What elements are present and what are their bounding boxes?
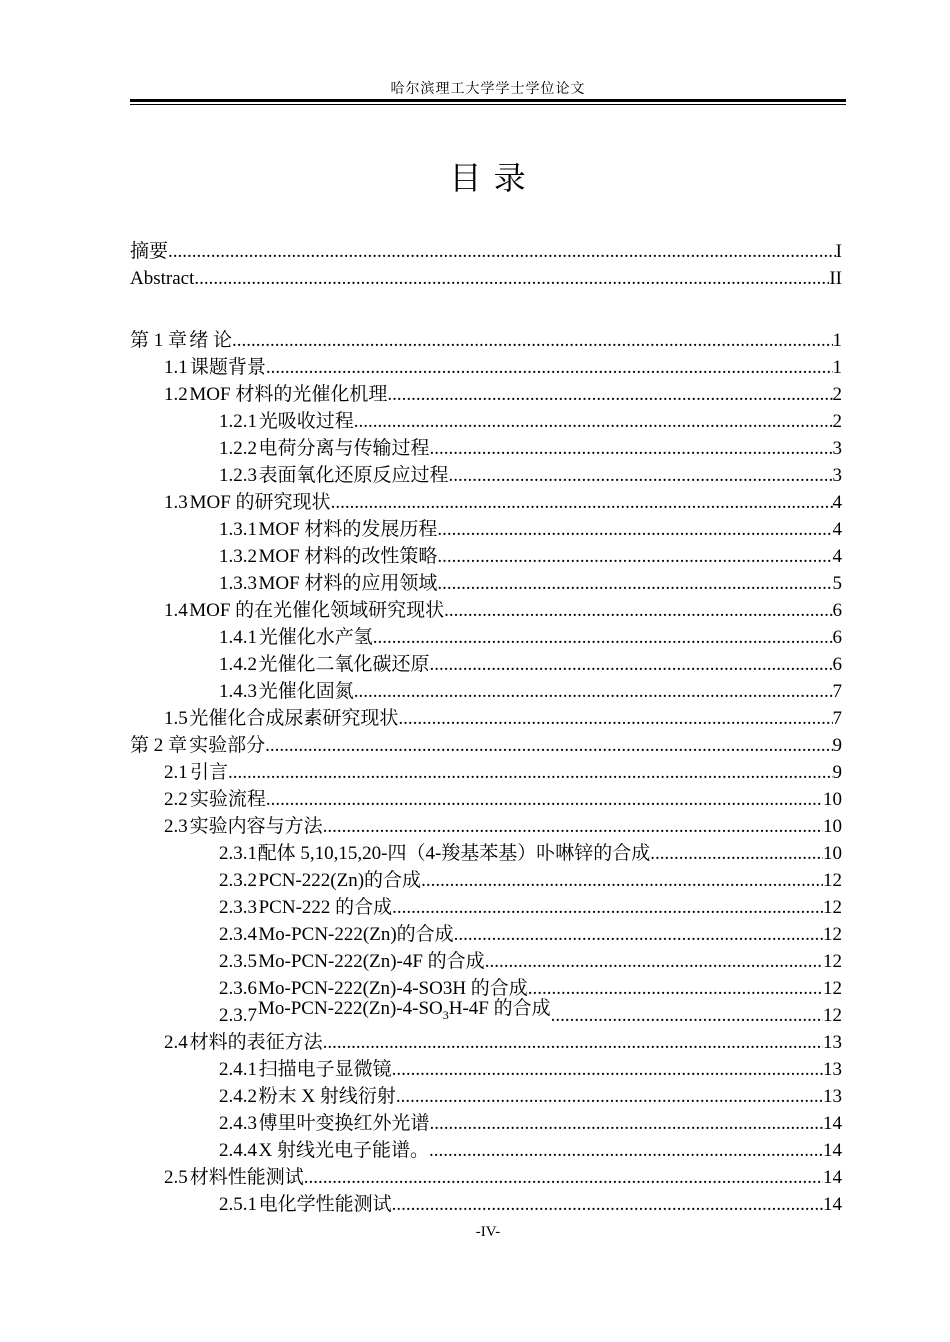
toc-leader-dots [437,543,832,570]
toc-entry-label: MOF 的在光催化领域研究现状 [189,600,445,621]
toc-entry-number: 1.4.3 [219,681,257,702]
toc-entry-number: 2.3.6 [219,978,257,999]
toc-entry-page: 10 [823,789,842,810]
toc-entry-label: 摘要 [130,241,169,262]
toc-entry-1-1[interactable] [130,354,842,381]
toc-entry-1-4-3[interactable] [130,678,842,705]
toc-leader-dots [266,786,823,813]
toc-entry-page: 3 [832,465,842,486]
toc-entry-label: 扫描电子显微镜 [258,1059,392,1080]
toc-leader-dots [168,238,836,265]
toc-entry-number: 2.4.1 [219,1059,257,1080]
toc-entry-label: 光催化二氧化碳还原 [258,654,430,675]
toc-entry-2-4-1[interactable] [130,1056,842,1083]
toc-entry-number: 2.5 [164,1167,188,1188]
toc-entry-1-4-2[interactable] [130,651,842,678]
toc-entry-number: 1.2.3 [219,465,257,486]
header-rule-thick [130,99,846,102]
toc-entry-1-3-2[interactable] [130,543,842,570]
toc-entry-label: 傅里叶变换红外光谱 [258,1113,430,1134]
toc-entry-1-4-1[interactable] [130,624,842,651]
toc-entry-label: 实验部分 [189,735,266,756]
toc-entry-page: 14 [823,1167,842,1188]
toc-entry-2-4-3[interactable] [130,1110,842,1137]
toc-entry-2-2[interactable] [130,786,842,813]
toc-leader-dots [444,597,832,624]
toc-leader-dots [392,1056,823,1083]
toc-entry-abstract-cn[interactable] [130,238,842,265]
toc-entry-page: 12 [823,978,842,999]
toc-entry-label: 材料的表征方法 [189,1032,323,1053]
toc-entry-number: 2.3.2 [219,870,257,891]
toc-entry-label: Abstract [130,268,195,289]
toc-leader-dots [429,1137,823,1164]
toc-entry-page: 9 [832,762,842,783]
toc-entry-2-3-4[interactable] [130,921,842,948]
toc-leader-dots [323,1029,823,1056]
toc-entry-page: 4 [832,546,842,567]
toc-leader-dots [485,948,823,975]
toc-entry-page: 5 [832,573,842,594]
toc-entry-label: 引言 [190,762,229,783]
toc-leader-dots [528,975,823,1002]
toc-entry-label: 电化学性能测试 [258,1194,392,1215]
toc-entry-2-3-3[interactable] [130,894,842,921]
toc-entry-number: 1.5 [164,708,188,729]
toc-leader-dots [551,1002,823,1029]
toc-entry-label: 光催化合成尿素研究现状 [189,708,399,729]
toc-leader-dots [437,570,832,597]
toc-entry-number: 2.3 [164,816,188,837]
toc-entry-label [258,995,551,1029]
toc-leader-dots [437,516,832,543]
footer-page-number: -IV- [475,1224,501,1240]
toc-entry-2-3-1[interactable] [130,840,842,867]
toc-entry-page: 6 [832,627,842,648]
toc-entry-number: 1.3.1 [219,519,257,540]
toc-entry-1-3-1[interactable] [130,516,842,543]
toc-entry-number: 2.3.5 [219,951,257,972]
toc-entry-2-3[interactable] [130,813,842,840]
toc-entry-page: 13 [823,1086,842,1107]
toc-entry-label: MOF 材料的发展历程 [258,519,438,540]
toc-entry-number: 第 2 章 [130,735,188,756]
toc-entry-label: 电荷分离与传输过程 [258,438,430,459]
toc-entry-label: 材料性能测试 [189,1167,304,1188]
toc-entry-number: 2.3.4 [219,924,257,945]
running-header: 哈尔滨理工大学学士学位论文 [390,82,586,97]
toc-entry-page: 2 [832,411,842,432]
toc-entry-number: 2.3.1 [219,843,257,864]
toc-entry-1-3[interactable] [130,489,842,516]
toc-entry-label: Mo-PCN-222(Zn)的合成 [258,924,454,945]
toc-entry-label: MOF 材料的应用领域 [258,573,438,594]
toc-entry-page: II [829,268,842,289]
toc-entry-number: 2.4.2 [219,1086,257,1107]
toc-entry-label: 表面氧化还原反应过程 [258,465,449,486]
toc-entry-label: 光催化水产氢 [258,627,373,648]
toc-entry-page: 7 [832,708,842,729]
toc-entry-number: 1.3.3 [219,573,257,594]
toc-entry-page: 7 [832,681,842,702]
toc-leader-dots [421,867,823,894]
toc-entry-page: 10 [823,816,842,837]
toc-entry-page: 12 [823,924,842,945]
toc-leader-dots [392,1191,823,1218]
toc-entry-1-2-2[interactable] [130,435,842,462]
toc-entry-chapter-1[interactable] [130,327,842,354]
toc-entry-1-4[interactable] [130,597,842,624]
toc-entry-label: PCN-222(Zn)的合成 [258,870,422,891]
toc-entry-page: 12 [823,1005,842,1026]
toc-entry-page: I [835,241,842,262]
toc-entry-label: 粉末 X 射线衍射 [258,1086,396,1107]
toc-leader-dots [323,813,823,840]
toc-leader-dots [232,327,832,354]
toc-leader-dots [194,265,829,292]
toc-entry-2-3-2[interactable] [130,867,842,894]
toc-entry-number: 2.5.1 [219,1194,257,1215]
toc-entry-number: 2.2 [164,789,188,810]
toc-entry-page: 14 [823,1140,842,1161]
toc-entry-page: 10 [823,843,842,864]
toc-entry-1-2-1[interactable] [130,408,842,435]
toc-leader-dots [448,462,832,489]
toc-entry-label: 配体 5,10,15,20-四（4-羧基苯基）卟啉锌的合成 [257,843,651,864]
toc-entry-page: 4 [832,492,842,513]
toc-entry-2-5-1[interactable] [130,1191,842,1218]
toc-leader-dots [331,489,833,516]
toc-entry-label: Mo-PCN-222(Zn)-4F 的合成 [258,951,485,972]
toc-leader-dots [430,651,833,678]
toc-entry-page: 1 [832,330,842,351]
toc-leader-dots [650,840,823,867]
toc-entry-label: 光催化固氮 [258,681,354,702]
toc-entry-page: 12 [823,870,842,891]
toc-entry-2-5[interactable] [130,1164,842,1191]
toc-entry-number: 2.3.7 [219,1005,257,1026]
toc-entry-2-4-2[interactable] [130,1083,842,1110]
toc-leader-dots [354,678,833,705]
toc-leader-dots [387,381,832,408]
toc-entry-label: MOF 材料的光催化机理 [189,384,388,405]
toc-entry-number: 1.3 [164,492,188,513]
toc-leader-dots [266,354,833,381]
toc-leader-dots [454,921,823,948]
toc-entry-2-4-4[interactable] [130,1137,842,1164]
toc-entry-1-5[interactable] [130,705,842,732]
toc-entry-label: 绪 论 [189,330,233,351]
toc-entry-1-2[interactable] [130,381,842,408]
toc-leader-dots [228,759,832,786]
toc-entry-page: 9 [832,735,842,756]
toc-entry-page: 14 [823,1194,842,1215]
toc-entry-page: 13 [823,1032,842,1053]
toc-entry-page: 1 [832,357,842,378]
toc-entry-number: 1.2.1 [219,411,257,432]
toc-entry-1-3-3[interactable] [130,570,842,597]
toc-leader-dots [392,894,823,921]
toc-entry-page: 3 [832,438,842,459]
toc-leader-dots [396,1083,823,1110]
toc-leader-dots [398,705,832,732]
toc-entry-label: PCN-222 的合成 [258,897,393,918]
toc-entry-number: 1.4.1 [219,627,257,648]
toc-entry-label: 实验流程 [189,789,266,810]
toc-entry-2-1[interactable] [130,759,842,786]
toc-entry-number: 2.3.3 [219,897,257,918]
toc-entry-number: 2.4 [164,1032,188,1053]
toc-entry-label: 实验内容与方法 [189,816,323,837]
toc-leader-dots [354,408,833,435]
toc-entry-page: 13 [823,1059,842,1080]
header-rule-thin [130,104,846,105]
toc-entry-number: 1.2 [164,384,188,405]
toc-entry-2-4[interactable] [130,1029,842,1056]
toc-entry-number: 1.2.2 [219,438,257,459]
toc-entry-2-3-7[interactable] [130,998,842,1029]
toc-entry-chapter-2[interactable] [130,732,842,759]
toc-entry-page: 6 [832,654,842,675]
toc-entry-page: 14 [823,1113,842,1134]
toc-entry-label: X 射线光电子能谱。 [258,1140,429,1161]
toc-entry-label-tail: H-4F 的合成 [448,998,551,1020]
toc-entry-number: 2.1 [164,762,188,783]
toc-entry-abstract-en[interactable] [130,265,842,292]
page-title: 目 录 [449,159,527,197]
toc-leader-dots [430,435,833,462]
toc-entry-label: Mo-PCN-222(Zn)-4-SO3H 的合成 [258,978,528,999]
toc-entry-page: 12 [823,951,842,972]
toc-entry-page: 12 [823,897,842,918]
toc-leader-dots [373,624,833,651]
toc-entry-label: 光吸收过程 [258,411,354,432]
toc-entry-number: 2.4.3 [219,1113,257,1134]
toc-entry-number: 1.3.2 [219,546,257,567]
toc-entry-number: 1.1 [164,357,188,378]
toc-leader-dots [429,1110,823,1137]
toc-leader-dots [304,1164,823,1191]
toc-entry-label-subscript: 3 [442,1008,449,1022]
toc-entry-2-3-5[interactable] [130,948,842,975]
toc-entry-1-2-3[interactable] [130,462,842,489]
toc-entry-number: 1.4 [164,600,188,621]
toc-leader-dots [265,732,832,759]
toc-entry-label: 课题背景 [189,357,266,378]
toc-entry-page: 6 [832,600,842,621]
toc-entry-label-head: Mo-PCN-222(Zn)-4-SO [258,998,443,1020]
toc-entry-page: 4 [832,519,842,540]
toc-entry-number: 1.4.2 [219,654,257,675]
toc-entry-label: MOF 材料的改性策略 [258,546,438,567]
toc-entry-number: 2.4.4 [219,1140,257,1161]
toc-entry-number: 第 1 章 [130,330,188,351]
toc-entry-label: MOF 的研究现状 [189,492,331,513]
toc-entry-page: 2 [832,384,842,405]
